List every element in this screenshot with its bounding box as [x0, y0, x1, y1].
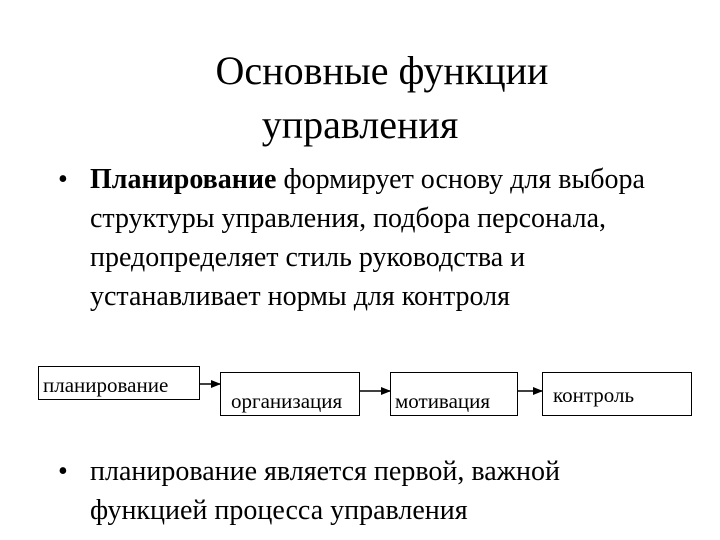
flow-box-organization [220, 372, 360, 416]
bullet-marker: • [58, 456, 68, 487]
bullet-marker: • [58, 164, 68, 195]
flow-box-motivation [390, 372, 518, 416]
flow-box-label: планирование [43, 373, 169, 397]
bullet-bold-term: Планирование [90, 164, 277, 195]
bullet-text: планирование является первой, важной функцией процесса управления [90, 456, 560, 526]
slide-title [0, 44, 720, 152]
flow-box-label: организация [231, 389, 343, 413]
title-line-1: Основные функции [215, 48, 549, 93]
title-line-2: управления [261, 102, 459, 147]
flow-box-control [542, 372, 692, 416]
bullet-first-function [58, 452, 658, 530]
flow-box-label: мотивация [395, 389, 491, 413]
flow-box-planning [38, 366, 200, 400]
flow-box-label: контроль [553, 383, 635, 407]
bullet-body: формирует основу для выбора структуры управления, подбора персонала, предопределяет стиль руководства и устанавливает нормы для контроля [90, 164, 645, 312]
bullet-text [90, 160, 658, 316]
bullet-planning [58, 160, 658, 316]
